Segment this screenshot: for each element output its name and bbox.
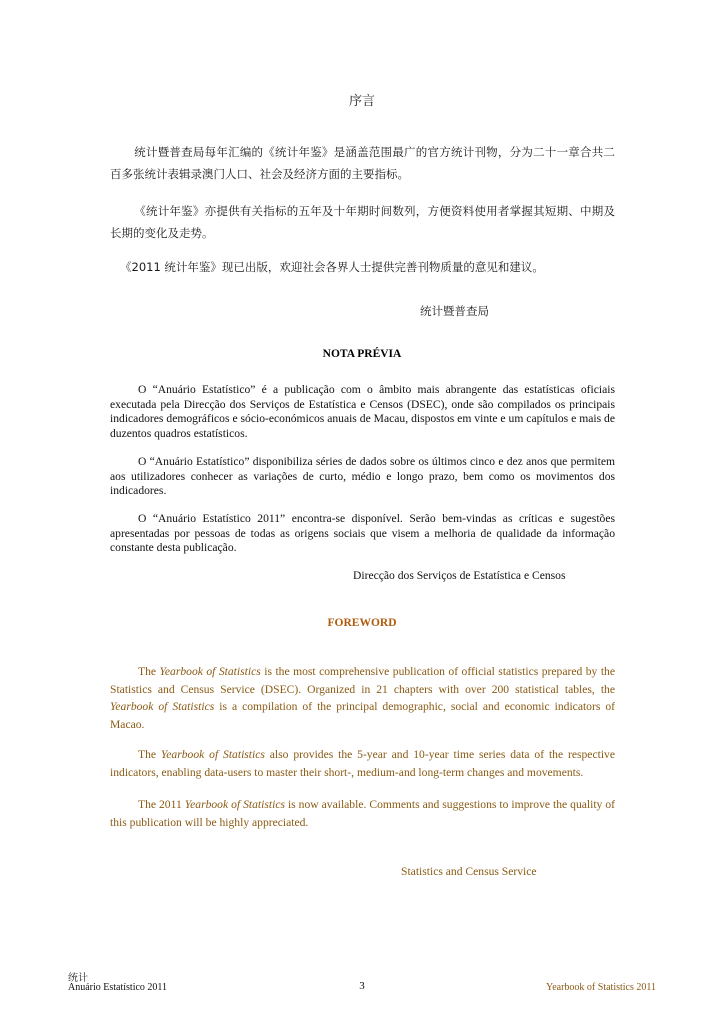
chinese-paragraph-3: 《2011 统计年鉴》现已出版，欢迎社会各界人士提供完善刊物质量的意见和建议。 bbox=[120, 260, 544, 274]
chinese-title: 序言 bbox=[348, 94, 375, 109]
chinese-paragraph-1: 统计暨普查局每年汇编的《统计年鉴》是涵盖范围最广的官方统计刊物，分为二十一章合共二百多张统计表辑录澳门人口、社会及经济方面的主要指标。 bbox=[110, 145, 615, 181]
portuguese-signature: Direcção dos Serviços de Estatística e Censos bbox=[353, 569, 566, 582]
english-title: FOREWORD bbox=[327, 617, 397, 629]
page-number: 3 bbox=[359, 980, 365, 992]
footer-chinese-label: 统计 bbox=[68, 973, 88, 984]
english-paragraph-3: The 2011 Yearbook of Statistics is now available. Comments and suggestions to improve the quality of this publication will be highly appreciated. bbox=[110, 798, 615, 829]
portuguese-paragraph-3: O “Anuário Estatístico 2011” encontra-se disponível. Serão bem-vindas as críticas e sugestões apresentadas por pessoas de todas as origens sociais que visem a melhoria de qualidade da informação constante desta publicação. bbox=[110, 512, 615, 555]
portuguese-paragraph-2: O “Anuário Estatístico” disponibiliza séries de dados sobre os últimos cinco e dez anos que permitem aos utilizadores conhecer as variações de curto, médio e longo prazo, bem como os movimentos dos indicadores. bbox=[110, 455, 615, 498]
portuguese-title: NOTA PRÉVIA bbox=[322, 348, 402, 360]
portuguese-paragraph-1: O “Anuário Estatístico” é a publicação com o âmbito mais abrangente das estatísticas oficiais executada pela Direcção dos Serviços de Estatística e Censos (DSEC), onde são compilados os principais indicadores demográficos e sócio-económicos anuais de Macau, dispostos em vinte e um capítulos e mais de duzentos quadros estatísticos. bbox=[110, 383, 615, 440]
english-paragraph-2: The Yearbook of Statistics also provides the 5-year and 10-year time series data of the respective indicators, enabling data-users to master their short-, medium-and long-term changes and movements. bbox=[110, 748, 615, 779]
english-signature: Statistics and Census Service bbox=[401, 865, 537, 878]
english-paragraph-1: The Yearbook of Statistics is the most comprehensive publication of official statistics prepared by the Statistics and Census Service (DSEC). Organized in 21 chapters with over 200 statistical tables, the Yearbook of Statistics is a compilation of the principal demographic, social and economic indicators of Macao. bbox=[110, 665, 615, 731]
chinese-paragraph-2: 《统计年鉴》亦提供有关指标的五年及十年期时间数列，方便资料使用者掌握其短期、中期及长期的变化及走势。 bbox=[110, 204, 615, 240]
footer-right-title: Yearbook of Statistics 2011 bbox=[546, 982, 656, 993]
footer-left-title: Anuário Estatístico 2011 bbox=[68, 982, 168, 993]
chinese-signature: 统计暨普查局 bbox=[420, 304, 489, 318]
